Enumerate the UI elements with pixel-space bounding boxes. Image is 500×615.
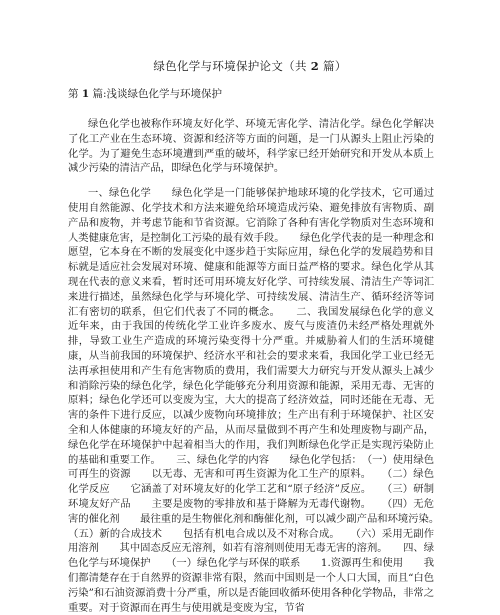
title-unit: 篇） <box>323 59 347 73</box>
section-title: 篇:浅谈绿色化学与环境保护 <box>92 88 223 100</box>
paragraph-intro: 绿色化学也被称作环境友好化学、环境无害化学、清洁化学。绿色化学解决了化工产业在生态环境、资源和经济等方面的问题，是一门从源头上阻止污染的化学。为了避免生态环境遭到严重的破坏，科学家已经开始研究和开发从本质上减少污染的清洁产品，即绿色化学与环境保护。 <box>68 118 434 175</box>
document-body <box>68 117 455 615</box>
section-number: 1 <box>81 88 90 100</box>
paragraph-main: 一、绿色化学 绿色化学是一门能够保护地球环境的化学技术，它可通过使用自然能源、化学技术和方法来避免给环境造成污染、避免排放有害物质、副产品和废物，并考虑节能和节省资源。它消除了各种有害化学物质对生态环境和人类健康危害，是控制化工污染的最有效手段。 绿色化学代表的是一种理念和愿望，它本身在不断的发展变化中逐步趋于实际应用，绿色化学的发展趋势和目标就是适应社会发展对环境、健康和能源等方面日益严格的要求。绿色化学从其现在代表的意义来看，暂时还可用环境友好化学、可持续发展、清洁生产等词汇来进行描述，虽然绿色化学与环境化学、可持续发展、清洁生产、循环经济等词汇有密切的联系，但它们代表了不同的概念。 二、我国发展绿色化学的意义 近年来，由于我国的传统化学工业许多废水、废气与废渣仍未经严格处理就外排，导致工业生产造成的环境污染变得十分严重。并威胁着人们的生活环境健康，从当前我国的环境保护、经济水平和社会的要求来看，我国化学工业已经无法再承担使用和产生有危害物质的费用，我们需要大力研究与开发从源头上减少和消除污染的绿色化学，绿色化学能够充分利用资源和能源，采用无毒、无害的原料；绿色化学还可以变废为宝，大大的提高了经济效益，同时还能在无毒、无害的条件下进行反应，以减少废物向环境排放；生产出有利于环境保护、社区安全和人体健康的环境友好的产品，从而尽量做到不再产生和处理废物与副产品，绿色化学在环境保护中起着相当大的作用，我们判断绿色化学正是实现污染防止的基础和重要工作。 三、绿色化学的内容 绿色化学包括： （一）使用绿色可再生的资源 以无毒、无害和可再生资源为化工生产的原料。 （二）绿色化学反应 它涵盖了对环境友好的化学工艺和“原子经济”反应。 （三）研制环境友好产品 主要是废物的零排放和基于降解为无毒代谢物。 （四）无危害的催化剂 最往重的是生物催化剂和酶催化剂，可以减少副产品和环境污染。 （五）新的合成技术 包括有机电合成以及不对称合成。 （六）采用无副作用溶剂 其中固态反应无溶剂，如若有溶剂则使用无毒无害的溶剂。 四、绿色化学与环境保护 （一）绿色化学与环保的联系 1.资源再生和使用 我们都清楚存在于自然界的资源非常有限，然而中国则是一个人口大国，而且“白色污染”和石油资源消费十分严重，所以是否能回收循环使用各种化学物品，非常之重要。对于资源而在再生与使用就是变废为宝，节省 <box>68 187 455 614</box>
title-count: 2 <box>310 59 320 73</box>
section-label: 第 <box>68 88 79 100</box>
section-heading <box>68 86 222 101</box>
title-text: 绿色化学与环境保护论文（共 <box>153 59 307 73</box>
document-title <box>0 58 500 74</box>
